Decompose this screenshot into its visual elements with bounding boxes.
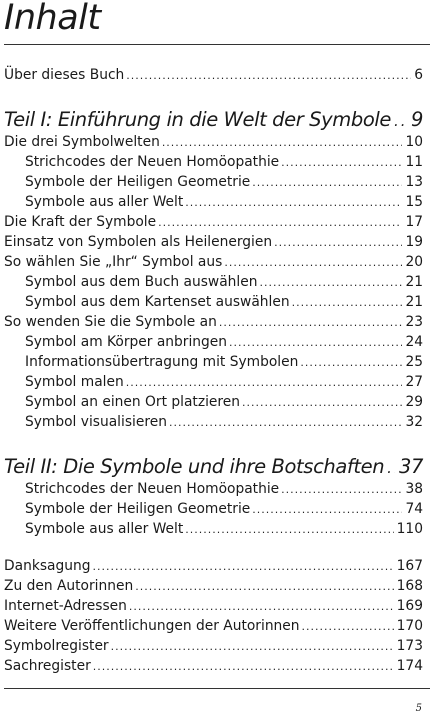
dot-leader [252, 173, 402, 193]
toc-entry [25, 272, 423, 293]
toc-entry-label: Die drei Symbolwelten [4, 134, 160, 150]
toc-entry-label: Symbol an einen Ort platzieren [25, 394, 240, 410]
dot-leader [129, 597, 394, 617]
footer-rule [4, 688, 430, 689]
toc-entry-label: Strichcodes der Neuen Homöopathie [25, 481, 280, 497]
toc-entry-label: Symbole der Heiligen Geometrie [25, 174, 251, 190]
toc-entry-page: 13 [405, 174, 423, 190]
toc-entry-page: 37 [398, 455, 423, 478]
page-number: 5 [415, 703, 422, 714]
dot-leader [274, 233, 402, 253]
toc-entry-label: Die Kraft der Symbole [4, 214, 157, 230]
toc-entry [4, 636, 423, 657]
toc-entry [4, 576, 423, 597]
toc-entry-page: 38 [405, 481, 423, 497]
dot-leader [224, 253, 402, 273]
toc-entry [25, 332, 423, 353]
toc-entry [4, 212, 423, 233]
toc-entry-page: 19 [405, 234, 423, 250]
toc-entry [25, 519, 423, 540]
toc-entry-label: Einsatz von Symbolen als Heilenergien [4, 234, 273, 250]
dot-leader [292, 293, 403, 313]
toc-entry-page: 74 [405, 501, 423, 517]
dot-leader [281, 153, 402, 173]
toc-entry-label: Internet-Adressen [4, 598, 127, 614]
toc-entry-page: 21 [405, 294, 423, 310]
dot-leader [135, 577, 393, 597]
toc-entry-label: Symbol am Körper anbringen [25, 334, 228, 350]
toc-entry-label: Informationsübertragung mit Symbolen [25, 354, 299, 370]
toc-entry [4, 616, 423, 637]
toc-entry-label: Weitere Veröffentlichungen der Autorinnen [4, 618, 300, 634]
dot-leader [185, 520, 393, 540]
toc-entry-page: 168 [396, 578, 423, 594]
dot-leader [229, 333, 402, 353]
toc-entry [4, 656, 423, 677]
toc-entry [4, 65, 423, 86]
toc-entry [25, 499, 423, 520]
toc-entry-label: Symbol aus dem Kartenset auswählen [25, 294, 290, 310]
toc-entry-label: Symbol visualisieren [25, 414, 167, 430]
dot-leader [252, 500, 402, 520]
toc-entry-page: 21 [405, 274, 423, 290]
toc-entry-label: So wählen Sie „Ihr“ Symbol aus [4, 254, 223, 270]
toc-entry-label: Symbol aus dem Buch auswählen [25, 274, 258, 290]
toc-entry [4, 596, 423, 617]
dot-leader [92, 557, 393, 577]
toc-entry [25, 172, 423, 193]
toc-entry [25, 392, 423, 413]
toc-entry-page: 20 [405, 254, 423, 270]
toc-entry-label: Symbole aus aller Welt [25, 194, 184, 210]
dot-leader [242, 393, 402, 413]
toc-entry [4, 312, 423, 333]
toc-entry [4, 232, 423, 253]
toc-entry [4, 252, 423, 273]
dot-leader [158, 213, 402, 233]
toc-entry [25, 372, 423, 393]
toc-entry-page: 167 [396, 558, 423, 574]
toc-entry-label: Zu den Autorinnen [4, 578, 134, 594]
dot-leader [260, 273, 403, 293]
toc-entry-page: 173 [396, 638, 423, 654]
toc-entry-label: Symbol malen [25, 374, 124, 390]
toc-entry [25, 292, 423, 313]
dot-leader [185, 193, 402, 213]
toc-entry [25, 412, 423, 433]
toc-entry [25, 192, 423, 213]
toc-entry-label: So wenden Sie die Symbole an [4, 314, 217, 330]
dot-leader [281, 480, 402, 500]
toc-entry-page: 29 [405, 394, 423, 410]
toc-entry-page: 10 [405, 134, 423, 150]
toc-entry [25, 479, 423, 500]
dot-leader [219, 313, 403, 333]
dot-leader [394, 108, 407, 134]
dot-leader [169, 413, 402, 433]
toc-entry-label: Über dieses Buch [4, 67, 125, 83]
toc-entry-page: 170 [396, 618, 423, 634]
toc-entry [4, 454, 423, 481]
toc-entry-label: Teil I: Einführung in die Welt der Symbole [4, 108, 391, 131]
toc-entry [25, 152, 423, 173]
toc-entry-page: 174 [396, 658, 423, 674]
toc-entry-page: 17 [405, 214, 423, 230]
toc-entry-page: 9 [410, 108, 423, 131]
toc-entry-page: 24 [405, 334, 423, 350]
toc-entry-label: Teil II: Die Symbole und ihre Botschaften [4, 455, 385, 478]
toc-entry-page: 15 [405, 194, 423, 210]
toc-entry-page: 27 [405, 374, 423, 390]
dot-leader [162, 133, 403, 153]
page-title: Inhalt [4, 0, 101, 38]
toc-entry-label: Symbole der Heiligen Geometrie [25, 501, 251, 517]
header-rule [4, 44, 430, 45]
toc-entry-label: Symbole aus aller Welt [25, 521, 184, 537]
dot-leader [300, 353, 402, 373]
toc-entry-page: 23 [405, 314, 423, 330]
dot-leader [93, 657, 394, 677]
toc-entry [4, 556, 423, 577]
toc-entry-label: Strichcodes der Neuen Homöopathie [25, 154, 280, 170]
toc-entry [4, 107, 423, 134]
toc-entry [4, 132, 423, 153]
toc-entry-page: 32 [405, 414, 423, 430]
dot-leader [126, 373, 403, 393]
dot-leader [111, 637, 394, 657]
toc-entry-label: Sachregister [4, 658, 91, 674]
toc-entry-page: 6 [414, 67, 423, 83]
toc-entry [25, 352, 423, 373]
toc-entry-label: Symbolregister [4, 638, 109, 654]
dot-leader [302, 617, 394, 637]
dot-leader [387, 455, 395, 481]
toc-entry-label: Danksagung [4, 558, 91, 574]
toc-entry-page: 110 [396, 521, 423, 537]
toc-entry-page: 169 [396, 598, 423, 614]
dot-leader [126, 66, 411, 86]
toc-entry-page: 11 [405, 154, 423, 170]
toc-entry-page: 25 [405, 354, 423, 370]
